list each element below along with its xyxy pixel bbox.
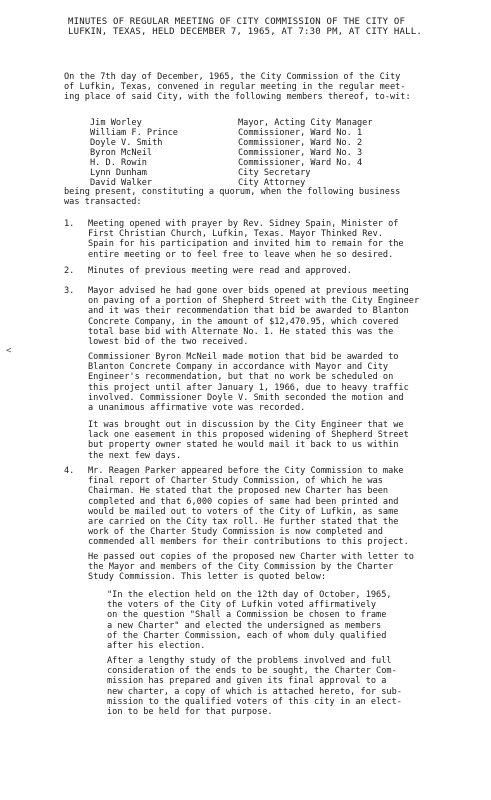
item-line: First Christian Church, Lufkin, Texas. Mayor Thinked Rev. — [88, 229, 383, 240]
member-name: Lynn Dunham — [90, 168, 147, 178]
member-name: Jim Worley — [90, 118, 142, 128]
title-line: MINUTES OF REGULAR MEETING OF CITY COMMISSION OF THE CITY OF — [68, 17, 406, 27]
minutes-title — [68, 17, 468, 37]
item-number: 4. — [64, 466, 75, 476]
margin-mark: < — [6, 346, 12, 356]
item-line: Study Commission. This letter is quoted below: — [88, 572, 326, 583]
item-4-paragraph-2 — [88, 552, 478, 583]
item-line: on paving of a portion of Shepherd Street with the City Engineer — [88, 296, 420, 307]
members-list — [90, 118, 470, 188]
member-row — [90, 168, 470, 178]
quote-line: After a lengthy study of the problems involved and full — [107, 656, 392, 666]
member-name: William F. Prince — [90, 128, 178, 138]
member-name: H. D. Rowin — [90, 158, 147, 168]
item-line: Mr. Reagen Parker appeared before the City Commission to make — [88, 466, 404, 476]
quote-line: "In the election held on the 12th day of October, 1965, — [107, 590, 392, 600]
item-line: involved. Commissioner Doyle V. Smith seconded the motion and — [88, 392, 404, 403]
quote-line: mission to the qualified voters of this city in an elect- — [107, 696, 402, 707]
member-name: David Walker — [90, 178, 153, 188]
quorum-paragraph — [64, 187, 400, 207]
item-2-paragraph — [88, 266, 478, 276]
member-role: Commissioner, Ward No. 1 — [238, 128, 363, 138]
quote-line: consideration of the ends to be sought, the Charter Com- — [107, 666, 397, 677]
member-role: Mayor, Acting City Manager — [238, 118, 373, 128]
item-line: the Mayor and members of the City Commission by the Charter — [88, 562, 394, 573]
item-4-paragraph-1 — [88, 466, 478, 548]
item-line: and it was their recommendation that bid be awarded to Blanton — [88, 306, 409, 317]
item-line: lack one easement in this proposed widening of Shepherd Street — [88, 430, 409, 441]
item-line: would be mailed out to voters of the City of Lufkin, as same — [88, 506, 399, 517]
member-row — [90, 158, 470, 168]
intro-paragraph — [64, 72, 411, 103]
quote-line: ion to be held for that purpose. — [107, 707, 273, 718]
item-3-paragraph-3 — [88, 420, 478, 461]
item-line: the next few days. — [88, 450, 182, 461]
item-line: total base bid with Alternate No. 1. He stated this was the — [88, 326, 394, 337]
item-line: Spain for his participation and invited him to remain for the — [88, 239, 404, 250]
quote-line: of the Charter Commission, each of whom duly qualified — [107, 630, 387, 641]
item-line: entire meeting or to feel free to leave when he so desired. — [88, 249, 394, 260]
item-line: Blanton Concrete Company in accordance with Mayor and City — [88, 362, 389, 373]
item-line: Engineer's recommendation, but that no work be scheduled on — [88, 372, 394, 383]
item-line: Minutes of previous meeting were read and approved. — [88, 266, 352, 276]
item-line: Chairman. He stated that the proposed new Charter has been — [88, 486, 389, 497]
intro-line: of Lufkin, Texas, convened in regular meeting in the regular meet- — [64, 82, 406, 93]
member-name: Byron McNeil — [90, 148, 153, 158]
item-line: Mayor advised he had gone over bids opened at previous meeting — [88, 286, 409, 296]
item-line: lowest bid of the two received. — [88, 337, 249, 348]
intro-line: On the 7th day of December, 1965, the City Commission of the City — [64, 72, 401, 82]
item-number: 3. — [64, 286, 75, 296]
quote-line: mission has prepared and given its final approval to a — [107, 676, 387, 687]
quote-line: new charter, a copy of which is attached hereto, for sub- — [107, 686, 402, 697]
item-1-paragraph — [88, 219, 478, 260]
item-line: completed and that 6,000 copies of same had been printed and — [88, 496, 399, 507]
item-number: 1. — [64, 219, 75, 229]
member-role: Commissioner, Ward No. 3 — [238, 148, 363, 158]
item-line: It was brought out in discussion by the City Engineer that we — [88, 420, 404, 430]
item-line: Concrete Company, in the amount of $12,470.95, which covered — [88, 316, 399, 327]
item-3-paragraph-1 — [88, 286, 478, 347]
item-line: are carried on the City tax roll. He further stated that the — [88, 517, 399, 528]
quorum-line: was transacted: — [64, 197, 142, 208]
item-line: this project until after January 1, 1966, due to heavy traffic — [88, 382, 409, 393]
quote-line: the voters of the City of Lufkin voted affirmatively — [107, 600, 377, 611]
member-row — [90, 138, 470, 148]
item-line: a unanimous affirmative vote was recorded. — [88, 403, 306, 414]
intro-line: ing place of said City, with the following members thereof, to-wit: — [64, 92, 411, 103]
item-line: final report of Charter Study Commission, of which he was — [88, 476, 383, 487]
item-number: 2. — [64, 266, 75, 276]
quote-line: on the question "Shall a Commission be chosen to frame — [107, 610, 387, 621]
quote-line: after his election. — [107, 641, 206, 652]
item-line: Meeting opened with prayer by Rev. Sidney Spain, Minister of — [88, 219, 399, 229]
title-line: LUFKIN, TEXAS, HELD DECEMBER 7, 1965, AT 7:30 PM, AT CITY HALL. — [68, 27, 422, 37]
item-line: He passed out copies of the proposed new Charter with letter to — [88, 552, 414, 562]
member-role: City Attorney — [238, 178, 306, 188]
member-role: Commissioner, Ward No. 2 — [238, 138, 363, 148]
member-row — [90, 118, 470, 128]
member-role: City Secretary — [238, 168, 311, 178]
item-line: but property owner stated he would mail it back to us within — [88, 440, 399, 451]
item-line: commended all members for their contributions to this project. — [88, 537, 409, 548]
quoted-letter-paragraph-2 — [107, 656, 457, 717]
item-line: Commissioner Byron McNeil made motion that bid be awarded to — [88, 352, 399, 362]
member-name: Doyle V. Smith — [90, 138, 163, 148]
item-line: work of the Charter Study Commission is now completed and — [88, 527, 383, 538]
quoted-letter-paragraph-1 — [107, 590, 457, 651]
member-row — [90, 128, 470, 138]
quote-line: a new Charter" and elected the undersigned as members — [107, 620, 382, 631]
quorum-line: being present, constituting a quorum, when the following business — [64, 187, 401, 197]
member-role: Commissioner, Ward No. 4 — [238, 158, 363, 168]
member-row — [90, 148, 470, 158]
item-3-paragraph-2 — [88, 352, 478, 413]
